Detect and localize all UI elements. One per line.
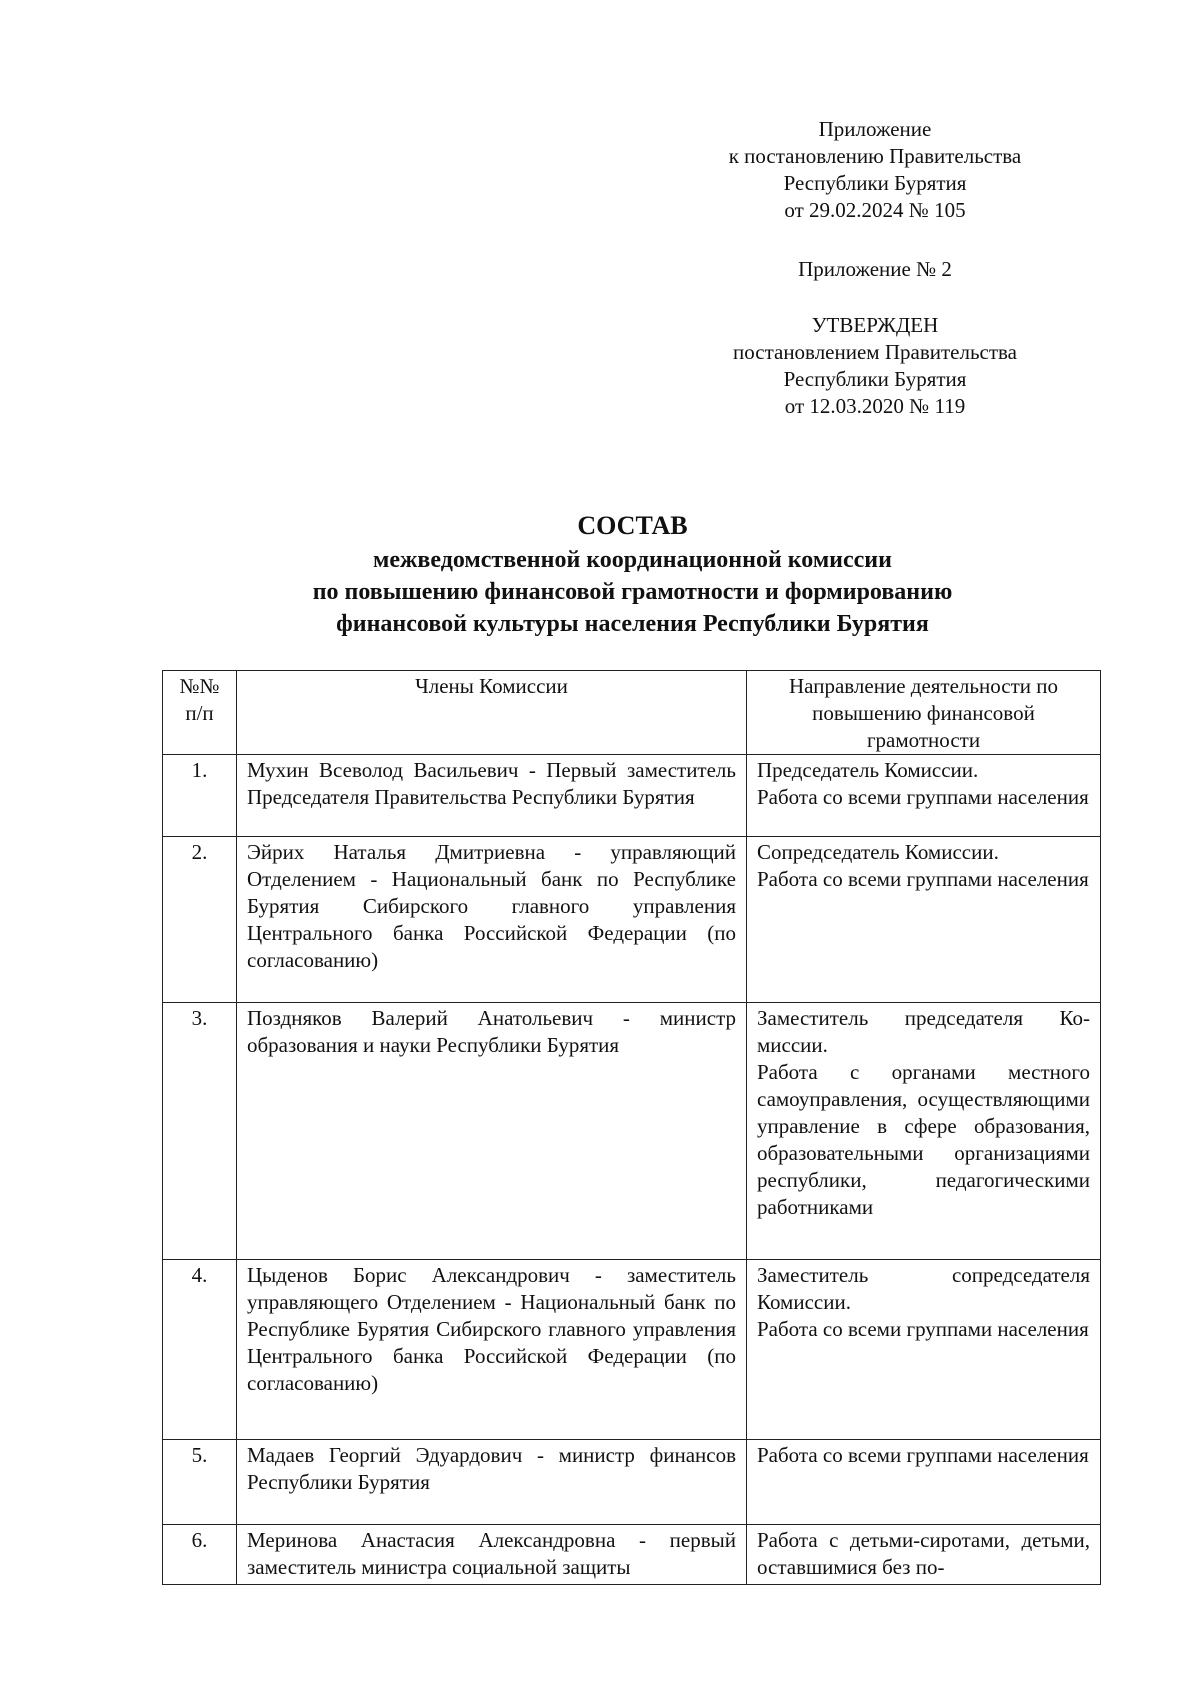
row-number: 2. <box>163 837 237 1003</box>
row-number: 6. <box>163 1525 237 1585</box>
member-name-position: Мадаев Георгий Эдуардович - министр финансов Республики Бурятия <box>237 1440 747 1525</box>
appendix-label: Приложение <box>818 117 932 141</box>
title-line-1: межведомственной координационной комиссии <box>373 547 892 573</box>
appendix-region: Республики Бурятия <box>783 171 967 195</box>
table-row <box>163 1003 1101 1260</box>
member-role: Заместитель председателя Комиссии. <box>757 1006 1090 1057</box>
row-number: 1. <box>163 755 237 837</box>
document-title <box>160 510 1105 640</box>
header-direction: Направление деятельности по повышению финансовой грамотности <box>747 671 1101 755</box>
member-name-position: Мухин Всеволод Васильевич - Первый заместитель Председателя Правительства Республики Бурятия <box>237 755 747 837</box>
row-number: 5. <box>163 1440 237 1525</box>
approved-reference: постановлением Правительства <box>732 340 1017 364</box>
table-header-row <box>163 671 1101 755</box>
member-name-position: Эйрих Наталья Дмитриевна - управляющий Отделением - Национальный банк по Республике Бурятия Сибирского главного управления Центрального банка Российской Федерации (по согласованию) <box>237 837 747 1003</box>
table-row <box>163 1440 1101 1525</box>
member-direction <box>747 837 1101 1003</box>
member-direction <box>747 1440 1101 1525</box>
member-role: Сопредседатель Комиссии. <box>757 840 999 864</box>
member-direction <box>747 1260 1101 1440</box>
header-number: №№ п/п <box>163 671 237 755</box>
table-row <box>163 1525 1101 1585</box>
member-name-position: Меринова Анастасия Александровна - первый заместитель министра социальной защиты <box>237 1525 747 1585</box>
member-role: Заместитель сопредседателя Комиссии. <box>757 1263 1090 1314</box>
member-work: Работа со всеми группами населения <box>757 1443 1089 1467</box>
table-row <box>163 837 1101 1003</box>
member-work: Работа со всеми группами населения <box>757 1317 1089 1341</box>
appendix-date-number: от 29.02.2024 № 105 <box>784 198 966 222</box>
member-work: Работа со всеми группами населения <box>757 785 1089 809</box>
approved-block <box>690 312 1060 420</box>
member-name-position: Поздняков Валерий Анатольевич - министр образования и науки Республики Бурятия <box>237 1003 747 1260</box>
row-number: 4. <box>163 1260 237 1440</box>
members-table <box>162 670 1101 1585</box>
approved-region: Республики Бурятия <box>783 367 967 391</box>
title-line-2: по повышению финансовой грамотности и формированию <box>312 579 953 605</box>
member-work: Работа с органами местного самоуправления, осуществляющими управление в сфере образования, образовательными организациями республики, педагогическими работниками <box>757 1060 1090 1219</box>
member-direction <box>747 1003 1101 1260</box>
member-name-position: Цыденов Борис Александрович - заместитель управляющего Отделением - Национальный банк по Республике Бурятия Сибирского главного управления Центрального банка Российской Федерации (по согласованию) <box>237 1260 747 1440</box>
approved-label: УТВЕРЖДЕН <box>811 313 939 337</box>
row-number: 3. <box>163 1003 237 1260</box>
member-work: Работа со всеми группами населения <box>757 867 1089 891</box>
approved-date-number: от 12.03.2020 № 119 <box>784 394 966 418</box>
header-members: Члены Комиссии <box>237 671 747 755</box>
table-row <box>163 1260 1101 1440</box>
member-role: Председатель Комиссии. <box>757 758 979 782</box>
appendix-reference: к постановлению Правительства <box>728 144 1022 168</box>
member-direction <box>747 1525 1101 1585</box>
title-line-3: финансовой культуры населения Республики Бурятия <box>336 611 929 637</box>
appendix-approval-block <box>690 116 1060 224</box>
appendix-number-block <box>690 256 1060 283</box>
table-row <box>163 755 1101 837</box>
member-work: Работа с детьми-сиротами, детьми, оставшимися без по- <box>757 1528 1090 1579</box>
appendix-number: Приложение № 2 <box>798 257 952 281</box>
member-direction <box>747 755 1101 837</box>
title-main: СОСТАВ <box>577 511 688 540</box>
